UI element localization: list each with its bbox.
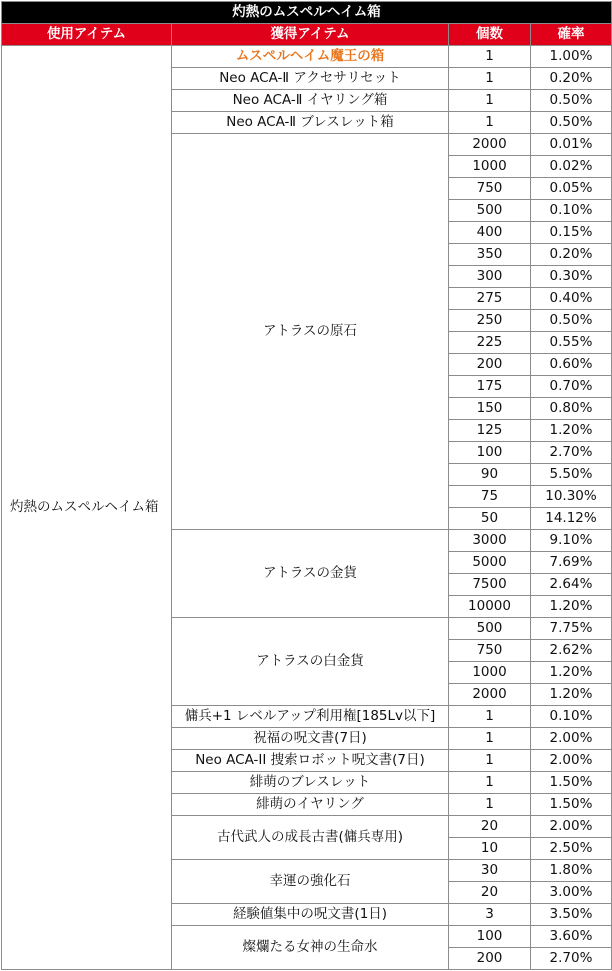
probability-cell: 1.20% (531, 420, 612, 442)
header-probability: 確率 (531, 24, 612, 46)
table-title: 灼熱のムスペルヘイム箱 (2, 2, 612, 24)
quantity-cell: 1 (449, 112, 531, 134)
quantity-cell: 125 (449, 420, 531, 442)
obtained-item-cell: 経験値集中の呪文書(1日) (172, 904, 449, 926)
quantity-cell: 5000 (449, 552, 531, 574)
probability-cell: 2.50% (531, 838, 612, 860)
quantity-cell: 75 (449, 486, 531, 508)
table-body (2, 46, 612, 970)
probability-cell: 0.10% (531, 200, 612, 222)
obtained-item-cell: Neo ACA-Ⅱ アクセサリセット (172, 68, 449, 90)
drop-rate-table (1, 1, 612, 970)
probability-cell: 9.10% (531, 530, 612, 552)
quantity-cell: 275 (449, 288, 531, 310)
quantity-cell: 50 (449, 508, 531, 530)
probability-cell: 2.00% (531, 816, 612, 838)
quantity-cell: 200 (449, 354, 531, 376)
probability-cell: 0.10% (531, 706, 612, 728)
probability-cell: 5.50% (531, 464, 612, 486)
probability-cell: 3.60% (531, 926, 612, 948)
quantity-cell: 150 (449, 398, 531, 420)
probability-cell: 2.64% (531, 574, 612, 596)
probability-cell: 0.50% (531, 310, 612, 332)
probability-cell: 7.75% (531, 618, 612, 640)
header-obtained-item: 獲得アイテム (172, 24, 449, 46)
header-use-item: 使用アイテム (2, 24, 172, 46)
probability-cell: 2.70% (531, 948, 612, 970)
header-quantity: 個数 (449, 24, 531, 46)
obtained-item-cell: ムスペルヘイム魔王の箱 (172, 46, 449, 68)
probability-cell: 0.50% (531, 90, 612, 112)
probability-cell: 1.80% (531, 860, 612, 882)
obtained-item-cell: アトラスの原石 (172, 134, 449, 530)
quantity-cell: 10000 (449, 596, 531, 618)
probability-cell: 1.20% (531, 684, 612, 706)
probability-cell: 0.70% (531, 376, 612, 398)
quantity-cell: 750 (449, 178, 531, 200)
probability-cell: 1.00% (531, 46, 612, 68)
quantity-cell: 100 (449, 442, 531, 464)
obtained-item-cell: 祝福の呪文書(7日) (172, 728, 449, 750)
obtained-item-cell: 緋萌のイヤリング (172, 794, 449, 816)
quantity-cell: 400 (449, 222, 531, 244)
quantity-cell: 90 (449, 464, 531, 486)
quantity-cell: 20 (449, 816, 531, 838)
quantity-cell: 2000 (449, 134, 531, 156)
probability-cell: 0.50% (531, 112, 612, 134)
probability-cell: 2.70% (531, 442, 612, 464)
probability-cell: 2.00% (531, 728, 612, 750)
obtained-item-cell: 燦爛たる女神の生命水 (172, 926, 449, 970)
probability-cell: 1.50% (531, 772, 612, 794)
quantity-cell: 1 (449, 794, 531, 816)
quantity-cell: 500 (449, 618, 531, 640)
quantity-cell: 200 (449, 948, 531, 970)
quantity-cell: 250 (449, 310, 531, 332)
probability-cell: 0.05% (531, 178, 612, 200)
quantity-cell: 3000 (449, 530, 531, 552)
probability-cell: 0.60% (531, 354, 612, 376)
probability-cell: 3.00% (531, 882, 612, 904)
quantity-cell: 175 (449, 376, 531, 398)
quantity-cell: 7500 (449, 574, 531, 596)
obtained-item-cell: 古代武人の成長古書(傭兵専用) (172, 816, 449, 860)
probability-cell: 14.12% (531, 508, 612, 530)
probability-cell: 10.30% (531, 486, 612, 508)
table-title-row (2, 2, 612, 24)
probability-cell: 3.50% (531, 904, 612, 926)
quantity-cell: 1 (449, 90, 531, 112)
quantity-cell: 750 (449, 640, 531, 662)
quantity-cell: 350 (449, 244, 531, 266)
quantity-cell: 500 (449, 200, 531, 222)
probability-cell: 0.55% (531, 332, 612, 354)
quantity-cell: 225 (449, 332, 531, 354)
quantity-cell: 1 (449, 706, 531, 728)
table-header-row (2, 24, 612, 46)
probability-cell: 0.15% (531, 222, 612, 244)
quantity-cell: 10 (449, 838, 531, 860)
quantity-cell: 1 (449, 728, 531, 750)
quantity-cell: 1 (449, 46, 531, 68)
quantity-cell: 1000 (449, 662, 531, 684)
probability-cell: 0.30% (531, 266, 612, 288)
probability-cell: 7.69% (531, 552, 612, 574)
probability-cell: 2.00% (531, 750, 612, 772)
obtained-item-cell: アトラスの白金貨 (172, 618, 449, 706)
probability-cell: 0.20% (531, 244, 612, 266)
probability-cell: 1.50% (531, 794, 612, 816)
obtained-item-cell: Neo ACA-Ⅱ ブレスレット箱 (172, 112, 449, 134)
quantity-cell: 100 (449, 926, 531, 948)
quantity-cell: 30 (449, 860, 531, 882)
quantity-cell: 3 (449, 904, 531, 926)
probability-cell: 2.62% (531, 640, 612, 662)
probability-cell: 0.01% (531, 134, 612, 156)
obtained-item-cell: 幸運の強化石 (172, 860, 449, 904)
obtained-item-cell: Neo ACA-II 捜索ロボット呪文書(7日) (172, 750, 449, 772)
quantity-cell: 1 (449, 772, 531, 794)
probability-cell: 1.20% (531, 596, 612, 618)
quantity-cell: 1000 (449, 156, 531, 178)
obtained-item-cell: Neo ACA-Ⅱ イヤリング箱 (172, 90, 449, 112)
quantity-cell: 1 (449, 750, 531, 772)
quantity-cell: 300 (449, 266, 531, 288)
obtained-item-cell: 傭兵+1 レベルアップ利用権[185Lv以下] (172, 706, 449, 728)
probability-cell: 0.20% (531, 68, 612, 90)
obtained-item-cell: 緋萌のブレスレット (172, 772, 449, 794)
probability-cell: 0.40% (531, 288, 612, 310)
table-row (2, 46, 612, 68)
probability-cell: 0.80% (531, 398, 612, 420)
obtained-item-cell: アトラスの金貨 (172, 530, 449, 618)
probability-cell: 1.20% (531, 662, 612, 684)
quantity-cell: 20 (449, 882, 531, 904)
use-item-cell: 灼熱のムスペルヘイム箱 (2, 46, 172, 970)
quantity-cell: 1 (449, 68, 531, 90)
quantity-cell: 2000 (449, 684, 531, 706)
probability-cell: 0.02% (531, 156, 612, 178)
